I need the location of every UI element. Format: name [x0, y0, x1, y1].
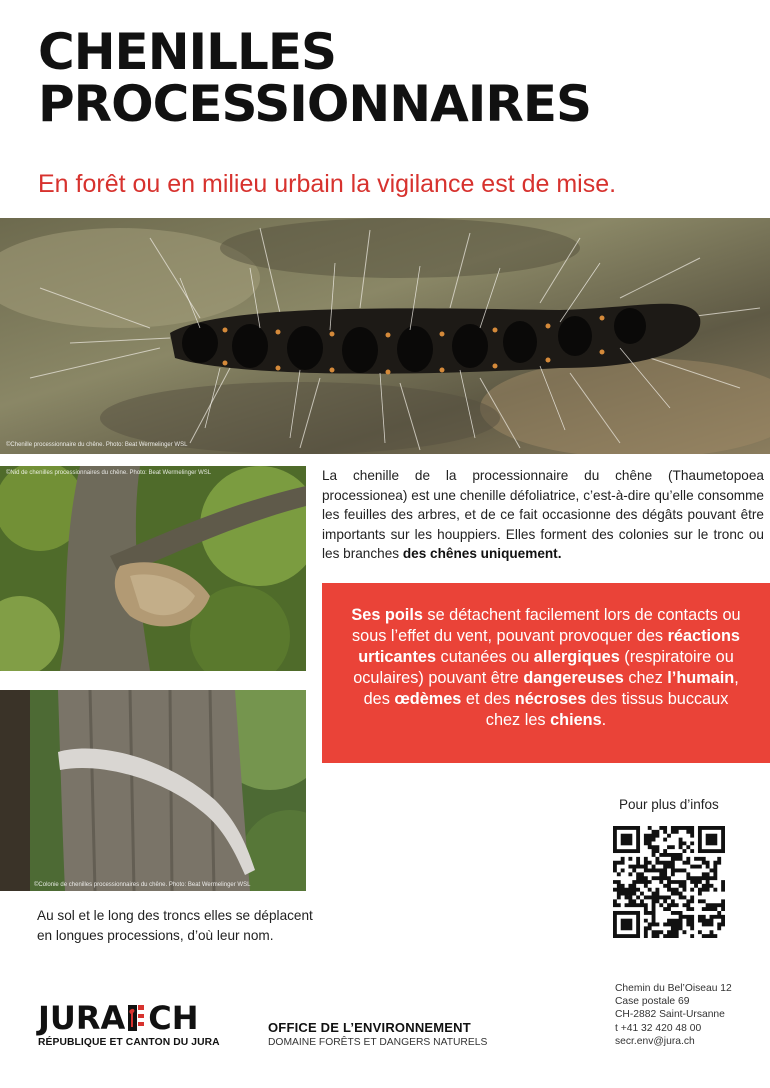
- warning-strong-8: chiens: [550, 711, 602, 729]
- logo-ch-text: CH: [148, 999, 199, 1037]
- phone-number: t +41 32 420 48 00: [615, 1023, 702, 1034]
- intro-emphasis: des chênes uniquement.: [402, 546, 562, 561]
- title-line-2: PROCESSIONNAIRES: [38, 75, 592, 133]
- warning-text-6: et des: [461, 690, 515, 708]
- warning-text-8: .: [601, 711, 607, 729]
- caterpillar-photo: [0, 218, 770, 454]
- warning-strong-5: l’humain: [667, 669, 735, 687]
- trunk-procession-photo: [0, 690, 306, 891]
- title-line-1: CHENILLES: [38, 23, 337, 81]
- intro-paragraph: [322, 466, 764, 564]
- intro-text: La chenille de la processionnaire du chêne (Thaumetopoea processionea) est une chenille défoliatrice, c’est-à-dire qu’elle consomme les feuilles des arbres, et de ce fait occasionne des dégâts pouvant être importants sur les houppiers. Elles forment des colonies sur le tronc ou les branches: [322, 468, 764, 561]
- warning-text-5: , des: [363, 669, 739, 708]
- contact-info: [615, 1022, 701, 1048]
- warning-text-4: chez: [623, 669, 668, 687]
- warning-text: [350, 605, 742, 731]
- warning-text-7: des tissus buccaux chez les: [485, 690, 729, 729]
- warning-text-2: cutanées ou: [436, 648, 534, 666]
- warning-strong-4: dangereuses: [523, 669, 624, 687]
- page-title: [38, 23, 592, 133]
- warning-strong-2: réactions urticantes: [358, 627, 740, 666]
- logo-jura-text: JURA: [38, 999, 126, 1037]
- warning-text-1: se détachent facilement lors de contacts ou sous l’effet du vent, pouvant provoquer des: [352, 606, 741, 645]
- warning-strong-7: nécroses: [514, 690, 587, 708]
- more-info-label: Pour plus d’infos: [619, 797, 719, 812]
- warning-strong-1: Ses poils: [351, 606, 423, 624]
- jura-logo: [38, 999, 199, 1037]
- domain-name: DOMAINE FORÊTS ET DANGERS NATURELS: [268, 1037, 488, 1048]
- nest-photo: [0, 466, 306, 671]
- caterpillar-illustration: [0, 218, 770, 454]
- address-line-1: Chemin du Bel’Oiseau 12: [615, 983, 732, 994]
- jura-crosier-icon: [128, 1005, 145, 1031]
- qr-code-icon[interactable]: [613, 826, 725, 938]
- postal-address: [615, 982, 732, 1021]
- warning-text-3: (respiratoire ou oculaires) pouvant être: [353, 648, 734, 687]
- warning-box: [322, 583, 770, 763]
- office-name: OFFICE DE L’ENVIRONNEMENT: [268, 1020, 471, 1035]
- warning-strong-6: œdèmes: [394, 690, 462, 708]
- nest-illustration: [0, 466, 306, 671]
- procession-caption: Au sol et le long des troncs elles se déplacent en longues processions, d’où leur nom.: [37, 908, 313, 943]
- trunk-illustration: [0, 690, 306, 891]
- canton-name: RÉPUBLIQUE ET CANTON DU JURA: [38, 1037, 220, 1048]
- email-link[interactable]: secr.env@jura.ch: [615, 1036, 695, 1047]
- trunk-photo-credit: ©Colonie de chenilles processionnaires du chêne. Photo: Beat Wermelinger WSL: [34, 882, 251, 888]
- nest-photo-credit: ©Nid de chenilles processionnaires du chêne. Photo: Beat Wermelinger WSL: [6, 470, 212, 476]
- page-subtitle: En forêt ou en milieu urbain la vigilance est de mise.: [38, 170, 617, 198]
- main-photo-credit: ©Chenille processionnaire du chêne. Photo: Beat Wermelinger WSL: [6, 442, 188, 448]
- address-line-2: Case postale 69: [615, 996, 690, 1007]
- address-line-3: CH-2882 Saint-Ursanne: [615, 1009, 725, 1020]
- warning-strong-3: allergiques: [533, 648, 620, 666]
